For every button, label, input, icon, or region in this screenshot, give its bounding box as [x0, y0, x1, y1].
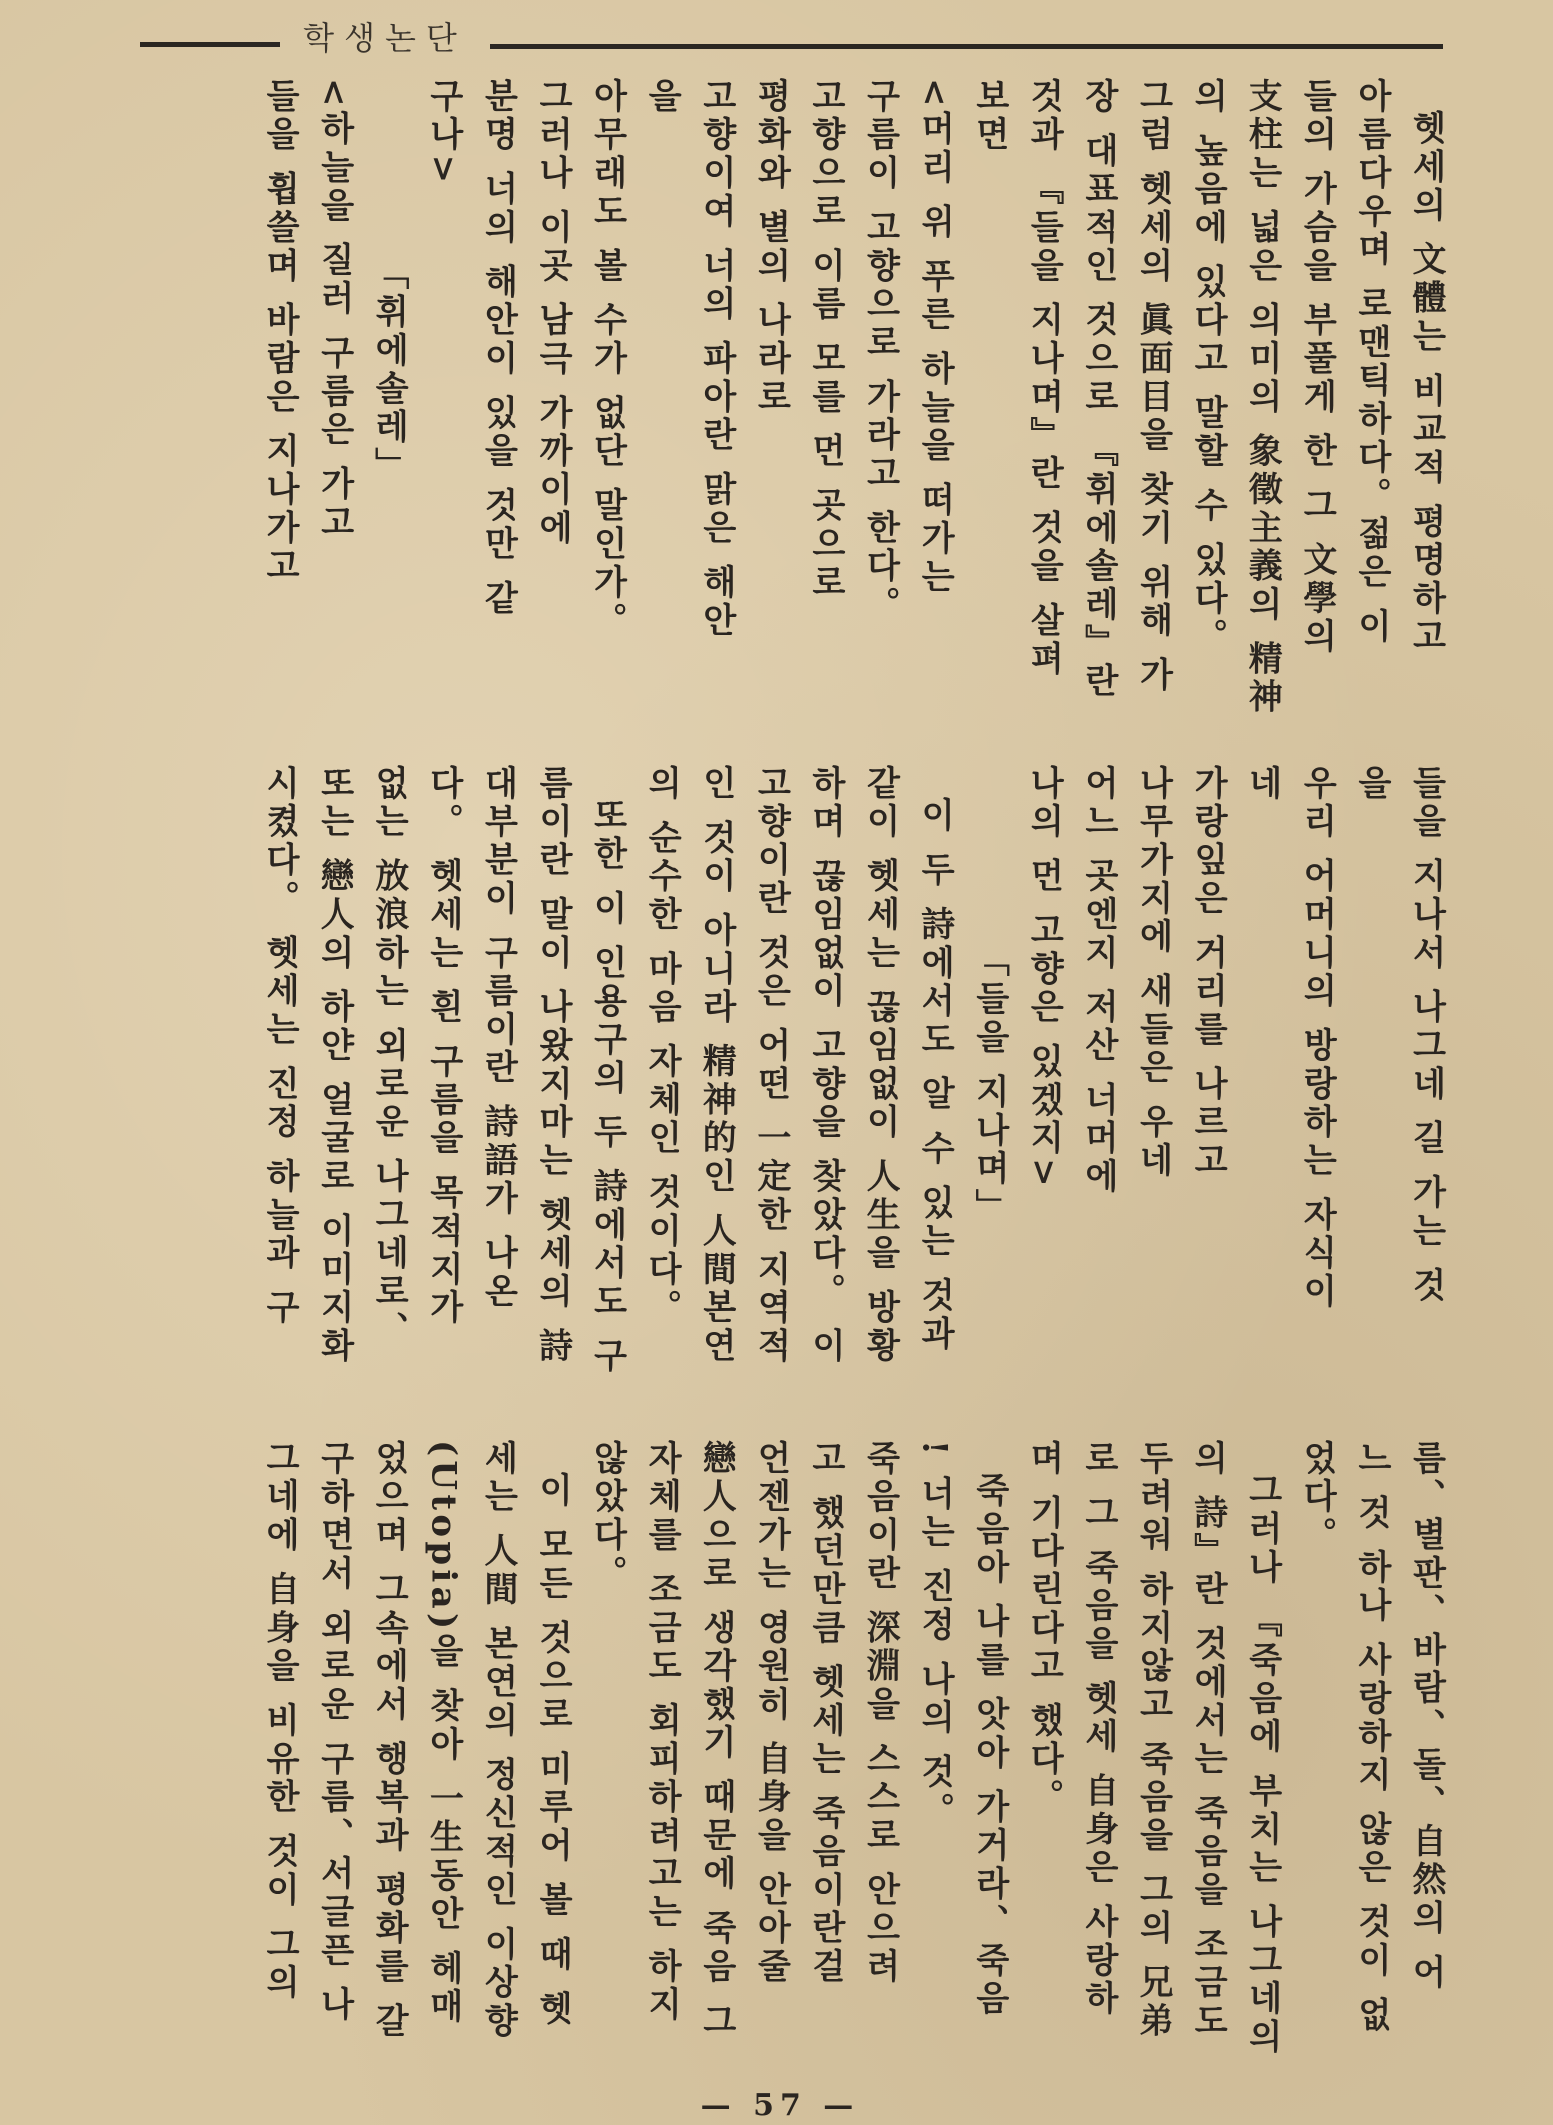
text-column: 분명 너의 해안이 있을 것만 같 — [477, 78, 518, 619]
text-column: 름이란 말이 나왔지마는 헷세의 詩 — [532, 765, 573, 1366]
text-column: 않았다。 — [587, 1440, 628, 1594]
text-column: 또한 이 인용구의 두 詩에서도 구 — [587, 765, 628, 1376]
text-column: 시켰다。 헷세는 진정 하늘과 구 — [259, 765, 300, 1328]
text-block-middle — [259, 765, 1453, 1395]
text-column: 평화와 별의 나라로 — [750, 78, 791, 417]
text-column: ! 너는 진정 나의 것。 — [914, 1440, 955, 1831]
text-column: 었다。 — [1296, 1440, 1337, 1555]
text-column: 이 두 詩에서도 알 수 있는 것과 — [914, 765, 955, 1354]
text-column: 의 순수한 마음 자체인 것이다。 — [641, 765, 682, 1328]
text-column: 나무가지에 새들은 우네 — [1133, 765, 1174, 1181]
text-column: 느 것 하나 사랑하지 않은 것이 없 — [1351, 1440, 1392, 2035]
text-column: 아무래도 볼 수가 없단 말인가。 — [587, 78, 628, 641]
text-column: 「들을 지나며」 — [969, 765, 1010, 1227]
text-column: 고 했던만큼 헷세는 죽음이란걸 — [805, 1440, 846, 1987]
text-column: 支柱는 넓은 의미의 象徵主義의 精神 — [1242, 78, 1283, 718]
text-column: 고향이여 너의 파아란 맑은 해안 — [696, 78, 737, 641]
text-column: 「휘에솔레」 — [368, 78, 409, 486]
text-column: 우리 어머니의 방랑하는 자식이 — [1296, 765, 1337, 1312]
text-column: 戀人으로 생각했기 때문에 죽음 그 — [696, 1440, 737, 2041]
text-block-bottom — [259, 1440, 1453, 2070]
text-column: 없는 放浪하는 외로운 나그네로、 — [368, 765, 409, 1350]
text-column: 언젠가는 영원히 自身을 안아줄 — [750, 1440, 791, 1987]
header-rule-right — [490, 44, 1443, 49]
text-column: 죽음이란 深淵을 스스로 안으려 — [860, 1440, 901, 1987]
text-column: 이 모든 것으로 미루어 볼 때 헷 — [532, 1440, 573, 2029]
text-column: 같이 헷세는 끊임없이 人生을 방황 — [860, 765, 901, 1366]
header-rule-left — [140, 42, 280, 47]
text-column: 인 것이 아니라 精神的인 人間본연 — [696, 765, 737, 1366]
text-column: 다。 헷세는 흰 구름을 목적지가 — [423, 765, 464, 1328]
text-column: 름、별판、바람、돌、自然의 어 — [1406, 1440, 1446, 1993]
text-column: 었으며 그속에서 행복과 평화를 갈 — [368, 1440, 409, 2041]
text-column: 의 詩』란 것에서는 죽음을 조금도 — [1187, 1440, 1228, 2041]
text-column: 대부분이 구름이란 詩語가 나온 — [477, 765, 518, 1312]
text-column: 죽음아 나를 앗아 가거라、죽음 — [969, 1440, 1010, 2019]
text-column: 을 — [1351, 765, 1392, 804]
text-column: 두려워 하지않고 죽음을 그의 兄弟 — [1133, 1440, 1174, 2041]
text-column: <머리 위 푸른 하늘을 떠가는 — [914, 78, 955, 597]
text-column: 의 높음에 있다고 말할 수 있다。 — [1187, 78, 1228, 657]
text-column: 구하면서 외로운 구름、서글픈 나 — [314, 1440, 355, 2025]
text-column: 아름다우며 로맨틱하다。젊은 이 — [1351, 78, 1392, 647]
text-column: 자체를 조금도 회피하려고는 하지 — [641, 1440, 682, 2025]
page-header — [140, 10, 1443, 66]
text-column: 것과 『들을 지나며』란 것을 살펴 — [1023, 78, 1064, 679]
text-column: 로 그 죽음을 헷세 自身은 사랑하 — [1078, 1440, 1119, 2019]
text-column: 나의 먼 고향은 있겠지> — [1023, 765, 1064, 1191]
text-column: 구름이 고향으로 가라고 한다。 — [860, 78, 901, 625]
section-title: 학생논단 — [303, 19, 467, 57]
text-column: 그럼 헷세의 眞面目을 찾기 위해 가 — [1133, 78, 1174, 695]
text-column: 어느 곳엔지 저산 너머에 — [1078, 765, 1119, 1197]
text-column: 네 — [1242, 765, 1283, 804]
text-column: 들을 지나서 나그네 길 가는 것 — [1406, 765, 1446, 1306]
text-column: 장 대표적인 것으로 『휘에솔레』란 — [1078, 78, 1119, 701]
page-number: — 57 — — [700, 2088, 860, 2123]
text-column: 고향이란 것은 어떤 一定한 지역적 — [750, 765, 791, 1366]
text-column: 세는 人間 본연의 정신적인 이상향 — [477, 1440, 518, 2041]
text-column: 을 — [641, 78, 682, 117]
text-column: 그네에 自身을 비유한 것이 그의 — [259, 1440, 300, 2003]
text-column: 들을 휩쓸며 바람은 지나가고 — [259, 78, 300, 587]
text-column: 구나> — [423, 78, 464, 188]
text-column: 가랑잎은 거리를 나르고 — [1187, 765, 1228, 1181]
text-column: 들의 가슴을 부풀게 한 그 文學의 — [1296, 78, 1337, 657]
text-column: 또는 戀人의 하얀 얼굴로 이미지화 — [314, 765, 355, 1366]
text-block-top — [259, 78, 1453, 718]
text-column: <하늘을 질러 구름은 가고 — [314, 78, 355, 543]
text-column: (Utopia)을 찾아 一生동안 헤매 — [423, 1440, 464, 2027]
text-column: 그러나 이곳 남극 가까이에 — [532, 78, 573, 548]
text-column: 그러나 『죽음에 부치는 나그네의 — [1242, 1440, 1283, 2057]
text-column: 며 기다린다고 했다。 — [1023, 1440, 1064, 1817]
text-column: 하며 끊임없이 고향을 찾았다。 이 — [805, 765, 846, 1366]
text-column: 고향으로 이름 모를 먼 곳으로 — [805, 78, 846, 603]
text-column: 보면 — [969, 78, 1010, 155]
text-column: 헷세의 文體는 비교적 평명하고 — [1406, 78, 1446, 657]
